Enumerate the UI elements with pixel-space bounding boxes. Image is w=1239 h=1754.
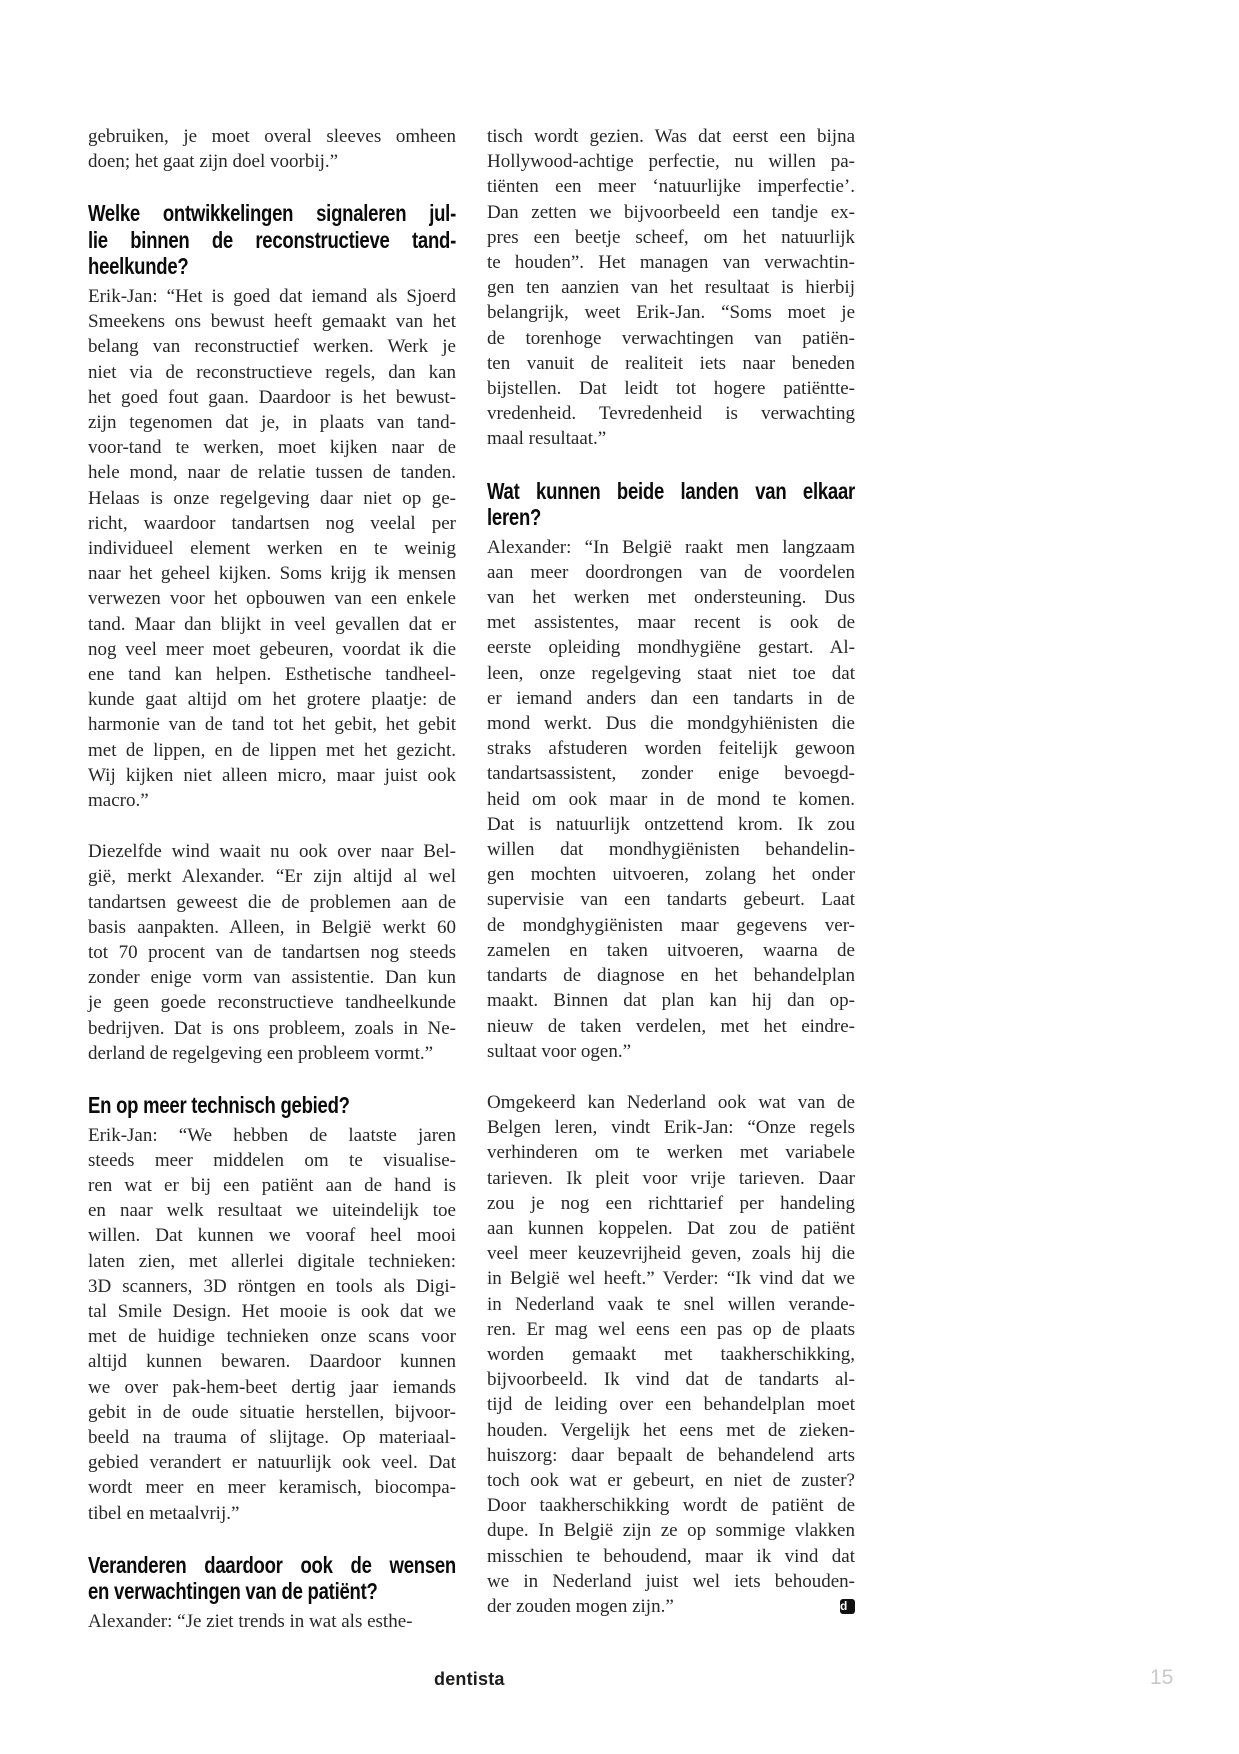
text-line: Door taakherschikking wordt de patiënt de xyxy=(487,1495,855,1517)
heading-line: En op meer technisch gebied? xyxy=(88,1092,350,1118)
text-line: niet via de reconstructieve regels, dan kan xyxy=(88,361,456,383)
text-line: Erik-Jan: “Het is goed dat iemand als Sjoerd xyxy=(88,285,456,307)
text-line: Hollywood-achtige perfectie, nu willen pa- xyxy=(487,151,855,173)
text-line: gebied verandert er natuurlijk ook veel. Dat xyxy=(88,1452,456,1474)
text-line: gië, merkt Alexander. “Er zijn altijd al wel xyxy=(88,866,456,888)
text-line: aan kunnen koppelen. Dat zou de patiënt xyxy=(487,1217,855,1239)
text-line: gen ten aanzien van het resultaat is hierbij xyxy=(487,277,855,299)
text-line: met assistentes, maar recent is ook de xyxy=(487,612,855,634)
section-heading xyxy=(88,1092,456,1119)
text-line: belang van reconstructief werken. Werk je xyxy=(88,336,456,358)
text-line: supervisie van een tandarts gebeurt. Laat xyxy=(487,889,855,911)
text-line: nieuw de taken verdelen, met het eindre- xyxy=(487,1015,855,1037)
text-line: in België wel heeft.” Verder: “Ik vind dat we xyxy=(487,1268,855,1290)
body-paragraph xyxy=(88,1123,456,1526)
text-line: ene tand kan helpen. Esthetische tandheel- xyxy=(88,663,456,685)
text-line: Diezelfde wind waait nu ook over naar Bel- xyxy=(88,841,456,863)
text-line: Helaas is onze regelgeving daar niet op ge- xyxy=(88,487,456,509)
text-line: straks afstuderen worden feitelijk gewoon xyxy=(487,738,855,760)
text-line: doen; het gaat zijn doel voorbij.” xyxy=(88,151,339,173)
text-line: we over pak-hem-beet dertig jaar iemands xyxy=(88,1376,456,1398)
text-line: ren wat er bij een patiënt aan de hand is xyxy=(88,1174,456,1196)
text-line: worden gemaakt met taakherschikking, xyxy=(487,1343,855,1365)
text-line: Belgen leren, vindt Erik-Jan: “Onze regels xyxy=(487,1117,855,1139)
body-paragraph xyxy=(88,1609,456,1634)
text-line: dupe. In België zijn ze op sommige vlakken xyxy=(487,1520,855,1542)
section-heading xyxy=(88,200,456,280)
heading-line: lie binnen de reconstructieve tand- xyxy=(88,226,456,253)
body-paragraph xyxy=(88,839,456,1066)
text-line: bedrijven. Dat is ons probleem, zoals in Ne- xyxy=(88,1017,456,1039)
text-line: richt, waardoor tandartsen nog veelal per xyxy=(88,512,456,534)
text-line: eerste opleiding mondhygiëne gestart. Al- xyxy=(487,637,855,659)
heading-line: Veranderen daardoor ook de wensen xyxy=(88,1551,456,1578)
dentista-end-mark-icon: d xyxy=(840,1599,855,1614)
text-line: tot 70 procent van de tandartsen nog steeds xyxy=(88,941,456,963)
text-line: Dan zetten we bijvoorbeeld een tandje ex- xyxy=(487,201,855,223)
text-line: hele mond, naar de relatie tussen de tanden. xyxy=(88,462,456,484)
text-line: sultaat voor ogen.” xyxy=(487,1040,632,1062)
text-line: tand. Maar dan blijkt in veel gevallen dat er xyxy=(88,613,456,635)
text-line: der zouden mogen zijn.” d xyxy=(487,1594,855,1619)
text-line: gen mochten uitvoeren, zolang het onder xyxy=(487,864,855,886)
text-line: van het werken met ondersteuning. Dus xyxy=(487,587,855,609)
text-line: tarieven. Ik pleit voor vrije tarieven. Daar xyxy=(487,1167,855,1189)
text-line: bijstellen. Dat leidt tot hogere patiëntte- xyxy=(487,378,855,400)
text-line: altijd kunnen bewaren. Daardoor kunnen xyxy=(88,1351,456,1373)
text-line: aan meer doordrongen van de voordelen xyxy=(487,561,855,583)
body-paragraph xyxy=(88,124,456,174)
heading-line: Wat kunnen beide landen van elkaar xyxy=(487,477,855,504)
heading-line: Welke ontwikkelingen signaleren jul- xyxy=(88,200,456,227)
text-line: zou je nog een richttarief per handeling xyxy=(487,1192,855,1214)
text-line: met de huidige technieken onze scans voor xyxy=(88,1326,456,1348)
text-line: tal Smile Design. Het mooie is ook dat we xyxy=(88,1300,456,1322)
text-line: tandarts de diagnose en het behandelplan xyxy=(487,965,855,987)
text-line: verhinderen om te werken met variabele xyxy=(487,1142,855,1164)
text-line: Erik-Jan: “We hebben de laatste jaren xyxy=(88,1124,456,1146)
text-line: veel meer keuzevrijheid geven, zoals hij die xyxy=(487,1243,855,1265)
text-line: en naar welk resultaat we uiteindelijk toe xyxy=(88,1200,456,1222)
text-line: mond werkt. Dus die mondgyhiënisten die xyxy=(487,713,855,735)
text-line: gebit in de oude situatie herstellen, bijvoor- xyxy=(88,1401,456,1423)
text-line: de torenhoge verwachtingen van patiën- xyxy=(487,327,855,349)
section-heading xyxy=(88,1552,456,1605)
text-line: basis aanpakten. Alleen, in België werkt 60 xyxy=(88,916,456,938)
article-column-right xyxy=(487,124,855,1660)
text-line: tiënten een meer ‘natuurlijke imperfectie’. xyxy=(487,176,855,198)
text-line: misschien te behoudend, maar ik vind dat xyxy=(487,1545,855,1567)
article xyxy=(88,124,855,1660)
text-line: er iemand anders dan een tandarts in de xyxy=(487,687,855,709)
text-line: beeld na trauma of slijtage. Op materiaal- xyxy=(88,1426,456,1448)
text-line: individueel element werken en te weinig xyxy=(88,537,456,559)
text-line: Alexander: “In België raakt men langzaam xyxy=(487,536,855,558)
text-line: de mondghygiënisten maar gegevens ver- xyxy=(487,914,855,936)
text-line: maal resultaat.” xyxy=(487,428,607,450)
text-line: naar het geheel kijken. Soms krijg ik mensen xyxy=(88,563,456,585)
text-line: leen, onze regelgeving staat niet toe dat xyxy=(487,662,855,684)
text-line: houden. Vergelijk het eens met de zieken- xyxy=(487,1419,855,1441)
text-line: vredenheid. Tevredenheid is verwachting xyxy=(487,403,855,425)
text-line: met de lippen, en de lippen met het gezicht. xyxy=(88,739,456,761)
section-heading xyxy=(487,478,855,531)
text-line: Wij kijken niet alleen micro, maar juist ook xyxy=(88,764,456,786)
text-line: macro.” xyxy=(88,789,149,811)
text-line: tandartsen geweest die de problemen aan de xyxy=(88,891,456,913)
text-line: Omgekeerd kan Nederland ook wat van de xyxy=(487,1091,855,1113)
text-line: in Nederland vaak te snel willen verande- xyxy=(487,1293,855,1315)
text-line: willen dat mondhygiënisten behandelin- xyxy=(487,839,855,861)
page-number: 15 xyxy=(1150,1666,1174,1689)
text-line: 3D scanners, 3D röntgen en tools als Digi- xyxy=(88,1275,456,1297)
text-line: heid om ook maar in de mond te komen. xyxy=(487,788,855,810)
text-line: zonder enige vorm van assistentie. Dan kun xyxy=(88,967,456,989)
text-line: tandartsassistent, zonder enige bevoegd- xyxy=(487,763,855,785)
text-line: gebruiken, je moet overal sleeves omheen xyxy=(88,126,456,147)
text-line: we in Nederland juist wel iets behouden- xyxy=(487,1570,855,1592)
text-line: het goed fout gaan. Daardoor is het bewust- xyxy=(88,386,456,408)
text-line: steeds meer middelen om te visualise- xyxy=(88,1149,456,1171)
text-line: willen. Dat kunnen we vooraf heel mooi xyxy=(88,1225,456,1247)
text-line: maakt. Binnen dat plan kan hij dan op- xyxy=(487,990,855,1012)
heading-line: leren? xyxy=(487,504,542,531)
text-line: nog veel meer moet gebeuren, voordat ik die xyxy=(88,638,456,660)
text-line: pres een beetje scheef, om het natuurlijk xyxy=(487,226,855,248)
text-line: je geen goede reconstructieve tandheelkunde xyxy=(88,992,456,1014)
text-line: zijn tegenomen dat je, in plaats van tand- xyxy=(88,411,456,433)
text-line: laten zien, met allerlei digitale technieken: xyxy=(88,1250,456,1272)
text-line: kunde gaat altijd om het grotere plaatje: de xyxy=(88,689,456,711)
article-column-left xyxy=(88,124,456,1660)
body-paragraph xyxy=(487,124,855,452)
text-line: harmonie van de tand tot het gebit, het gebit xyxy=(88,714,456,736)
text-line: Dat is natuurlijk ontzettend krom. Ik zou xyxy=(487,813,855,835)
text-line: derland de regelgeving een probleem vormt.” xyxy=(88,1042,434,1064)
text-line: zamelen en taken uitvoeren, waarna de xyxy=(487,939,855,961)
text-line: wordt meer en meer keramisch, biocompa- xyxy=(88,1477,456,1499)
magazine-name: dentista xyxy=(434,1669,505,1689)
body-paragraph xyxy=(88,284,456,813)
text-line: tibel en metaalvrij.” xyxy=(88,1502,240,1524)
text-line: voor-tand te werken, moet kijken naar de xyxy=(88,437,456,459)
body-paragraph xyxy=(487,535,855,1064)
text-line: Smeekens ons bewust heeft gemaakt van het xyxy=(88,311,456,333)
text-line: huiszorg: daar bepaalt de behandelend arts xyxy=(487,1444,855,1466)
text-line: ren. Er mag wel eens een pas op de plaats xyxy=(487,1318,855,1340)
heading-line: en verwachtingen van de patiënt? xyxy=(88,1578,378,1605)
text-line: belangrijk, weet Erik-Jan. “Soms moet je xyxy=(487,302,855,324)
text-line: bijvoorbeeld. Ik vind dat de tandarts al- xyxy=(487,1369,855,1391)
text-line: te houden”. Het managen van verwachtin- xyxy=(487,252,855,274)
body-paragraph xyxy=(487,1090,855,1619)
heading-line: heelkunde? xyxy=(88,253,189,280)
text-line: ten vanuit de realiteit iets naar beneden xyxy=(487,352,855,374)
text-line: tijd de leiding over een behandelplan moet xyxy=(487,1394,855,1416)
text-line: toch ook wat er gebeurt, en niet de zuster? xyxy=(487,1469,855,1491)
text-line: verwezen voor het opbouwen van een enkele xyxy=(88,588,456,610)
text-line: Alexander: “Je ziet trends in wat als esthe- xyxy=(88,1610,413,1632)
text-line: tisch wordt gezien. Was dat eerst een bijna xyxy=(487,126,855,147)
